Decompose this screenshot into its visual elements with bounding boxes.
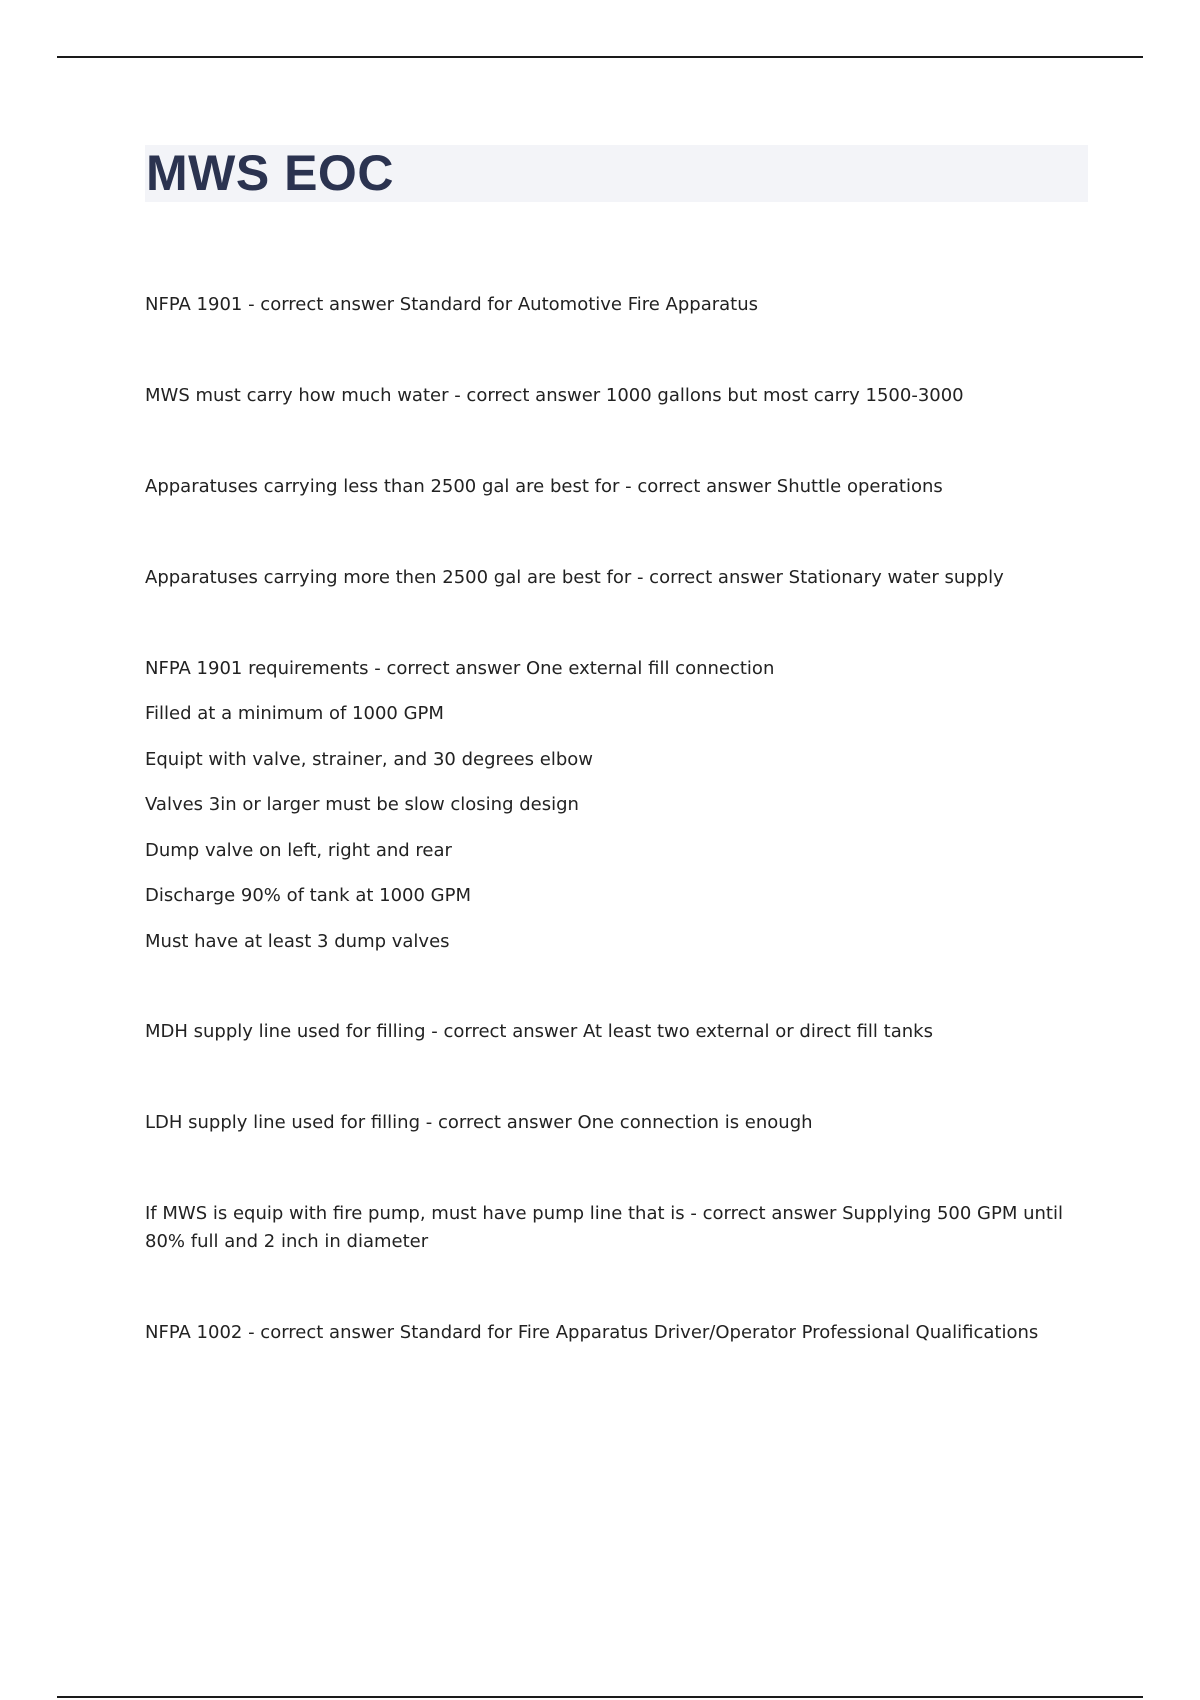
document-title: MWS EOC bbox=[146, 145, 394, 201]
requirement-item: Must have at least 3 dump valves bbox=[145, 930, 450, 952]
qa-entry-less-than-2500: Apparatuses carrying less than 2500 gal are best for - correct answer Shuttle operations bbox=[145, 476, 943, 497]
qa-entry-ldh-supply-line: LDH supply line used for filling - correct answer One connection is enough bbox=[145, 1112, 813, 1133]
requirement-item: Filled at a minimum of 1000 GPM bbox=[145, 703, 444, 724]
qa-entry-water-capacity: MWS must carry how much water - correct answer 1000 gallons but most carry 1500-3000 bbox=[145, 385, 964, 406]
qa-entry-nfpa-1002: NFPA 1002 - correct answer Standard for Fire Apparatus Driver/Operator Professional Qualifications bbox=[145, 1322, 1039, 1343]
requirement-item: Equipt with valve, strainer, and 30 degrees elbow bbox=[145, 748, 593, 770]
qa-entry-more-than-2500: Apparatuses carrying more then 2500 gal are best for - correct answer Stationary water supply bbox=[145, 567, 1004, 588]
requirements-list bbox=[145, 700, 593, 973]
qa-entry-nfpa-1901: NFPA 1901 - correct answer Standard for Automotive Fire Apparatus bbox=[145, 294, 759, 315]
qa-entry-fire-pump-line: If MWS is equip with fire pump, must have pump line that is - correct answer Supplying 500 GPM until 80% full and 2 inch in diameter bbox=[145, 1203, 1063, 1252]
requirement-item: Valves 3in or larger must be slow closing design bbox=[145, 794, 579, 815]
top-rule bbox=[57, 56, 1143, 58]
requirement-item: Discharge 90% of tank at 1000 GPM bbox=[145, 885, 471, 906]
qa-entry-nfpa-1901-requirements: NFPA 1901 requirements - correct answer One external fill connection bbox=[145, 658, 775, 679]
qa-entry-mdh-supply-line: MDH supply line used for filling - correct answer At least two external or direct fill tanks bbox=[145, 1021, 933, 1042]
requirement-item: Dump valve on left, right and rear bbox=[145, 839, 452, 861]
bottom-rule bbox=[57, 1696, 1143, 1698]
